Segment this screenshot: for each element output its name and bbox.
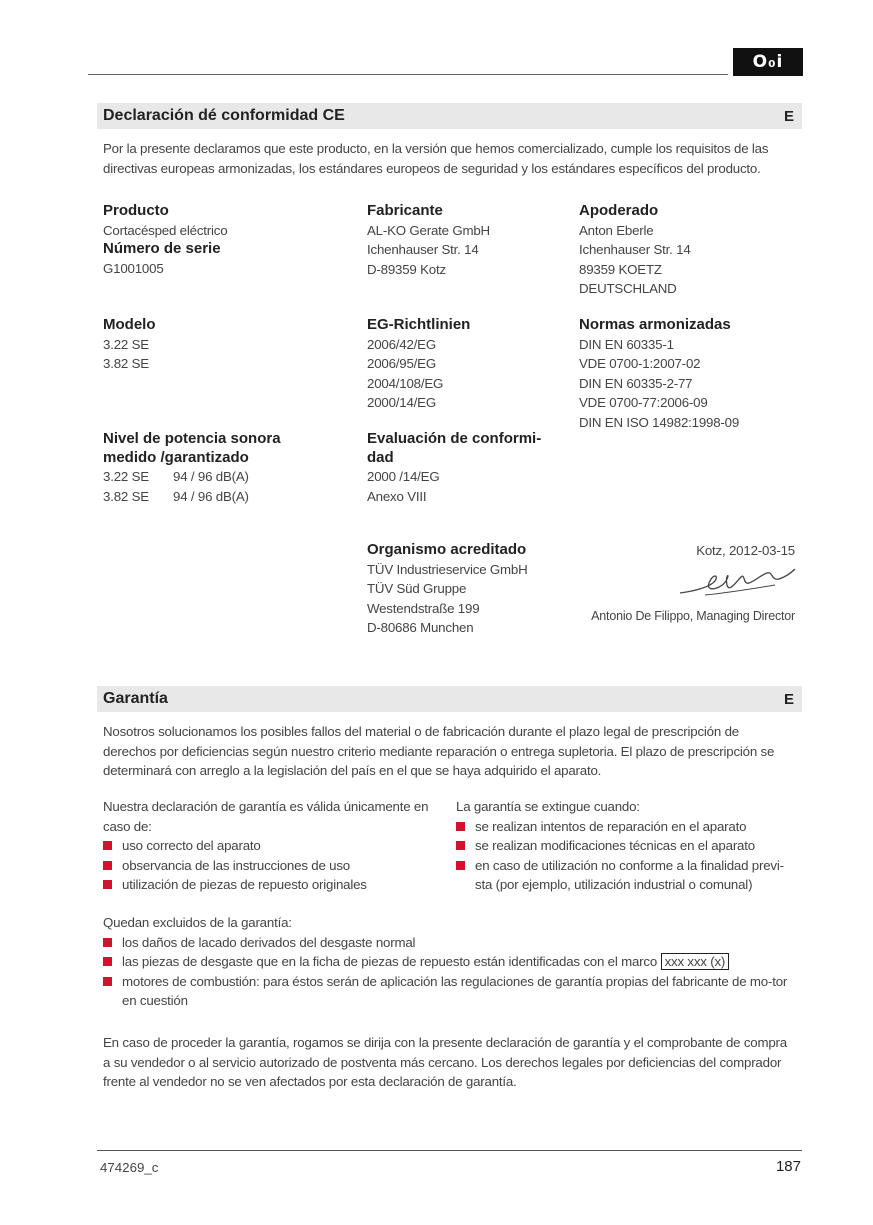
nivel-value: 94 / 96 dB(A) [173,469,249,484]
normas-line: DIN EN 60335-2-77 [579,375,693,391]
nivel-row [103,487,353,507]
garantia-closing: En caso de proceder la garantía, rogamos se dirija con la presente declaración de garantía y el comprobante de compra a su vendedor o al servicio autorizado de postventa más cercano. Los derechos legales por deficiencias del comprador frente al vendedor no se ven afectados por esta declaración de garantía. [103,1035,787,1089]
header-rule [88,74,728,75]
fabricante-line: AL-KO Gerate GmbH [367,222,490,238]
nivel-value: 94 / 96 dB(A) [173,488,249,504]
nivel-row [103,467,353,487]
list-item: se realizan modificaciones técnicas en el aparato [456,836,796,856]
normas-line: DIN EN 60335-1 [579,336,674,352]
apoderado-line: Anton Eberle [579,222,654,238]
ce-intro: Por la presente declaramos que este producto, en la versión que hemos comercializado, cumple los requisitos de las directivas europeas armonizadas, los estándares europeos de seguridad y los estándares específicos del producto. [103,141,769,176]
evaluacion-block [367,430,567,506]
evaluacion-heading: Evaluación de conformi- [367,430,542,447]
richtlinien-line: 2004/108/EG [367,375,444,391]
serie-heading: Número de serie [103,240,221,257]
richtlinien-block [367,316,567,413]
extinct-list [456,817,796,895]
list-item [103,952,795,972]
organismo-line: D-80686 Munchen [367,620,474,635]
normas-line: VDE 0700-1:2007-02 [579,356,701,371]
excluded-intro: Quedan excluidos de la garantía: [103,915,292,930]
section-title: Declaración dé conformidad CE [103,107,345,124]
evaluacion-line: 2000 /14/EG [367,469,440,484]
list-item: se realizan intentos de reparación en el aparato [456,817,796,837]
richtlinien-line: 2006/42/EG [367,336,436,352]
nivel-block [103,430,353,506]
evaluacion-heading: dad [367,448,394,466]
organismo-block [367,541,567,638]
section-title: Garantía [103,690,168,707]
list-item: motores de combustión: para éstos serán de aplicación las regulaciones de garantía propias del fabricante de mo-tor en cuestión [103,972,795,1011]
modelo-line: 3.82 SE [103,356,149,371]
producto-heading: Producto [103,202,169,219]
modelo-block [103,316,353,374]
nivel-model: 3.22 SE [103,469,149,484]
normas-heading: Normas armonizadas [579,316,731,333]
nivel-model: 3.82 SE [103,488,149,504]
list-item: utilización de piezas de repuesto originales [103,875,443,895]
richtlinien-heading: EG-Richtlinien [367,316,471,333]
normas-line: VDE 0700-77:2006-09 [579,395,708,410]
list-item-text: las piezas de desgaste que en la ficha de piezas de repuesto están identificadas con el marco [122,954,658,969]
valid-list [103,836,443,895]
producto-value: Cortacésped eléctrico [103,222,228,238]
extinct-intro: La garantía se extingue cuando: [456,799,640,814]
valid-intro: Nuestra declaración de garantía es válida únicamente en caso de: [103,799,429,834]
signature-image [675,563,800,603]
fabricante-heading: Fabricante [367,202,443,219]
document-id: 474269_c [100,1160,159,1175]
organismo-line: TÜV Industrieservice GmbH [367,561,528,577]
place-date: Kotz, 2012-03-15 [696,543,795,558]
info-book-icon: O₀i [733,48,803,76]
producto-block [103,202,353,278]
fabricante-block [367,202,567,279]
valid-block [103,797,443,895]
nivel-heading: Nivel de potencia sonora [103,430,281,447]
nivel-heading: medido /garantizado [103,448,249,466]
serie-value: G1001005 [103,260,164,276]
fabricante-line: Ichenhauser Str. 14 [367,242,479,257]
signatory: Antonio De Filippo, Managing Director [591,609,795,623]
apoderado-line: Ichenhauser Str. 14 [579,242,691,257]
garantia-intro: Nosotros solucionamos los posibles fallos del material o de fabricación durante el plazo legal de prescripción de derechos por deficiencias según nuestro criterio mediante reparación o entrega supletoria. El plazo de prescripción se determinará con arreglo a la legislación del país en el que se haya adquirido el aparato. [103,724,775,778]
excluded-block [103,913,795,1011]
apoderado-line: DEUTSCHLAND [579,281,677,296]
language-letter: E [783,690,794,708]
language-letter: E [783,107,794,125]
apoderado-heading: Apoderado [579,202,659,219]
richtlinien-line: 2000/14/EG [367,395,436,410]
organismo-line: Westendstraße 199 [367,600,480,616]
section-header-ce [97,103,802,129]
extinct-block [456,797,796,895]
list-item: los daños de lacado derivados del desgaste normal [103,933,795,953]
apoderado-block [579,202,799,299]
excluded-list [103,933,795,1011]
organismo-line: TÜV Süd Gruppe [367,581,467,596]
list-item: uso correcto del aparato [103,836,443,856]
section-header-garantia [97,686,802,712]
part-marker-box: xxx xxx (x) [661,953,730,970]
list-item: en caso de utilización no conforme a la finalidad previ-sta (por ejemplo, utilización industrial o comunal) [456,856,796,895]
page-number: 187 [775,1158,801,1175]
normas-line: DIN EN ISO 14982:1998-09 [579,414,740,430]
richtlinien-line: 2006/95/EG [367,356,436,371]
modelo-heading: Modelo [103,316,156,333]
evaluacion-line: Anexo VIII [367,488,427,504]
fabricante-line: D-89359 Kotz [367,261,446,277]
normas-block [579,316,799,432]
modelo-line: 3.22 SE [103,336,149,352]
organismo-heading: Organismo acreditado [367,541,527,558]
list-item: observancia de las instrucciones de uso [103,856,443,876]
footer-rule [97,1150,802,1151]
apoderado-line: 89359 KOETZ [579,261,662,277]
